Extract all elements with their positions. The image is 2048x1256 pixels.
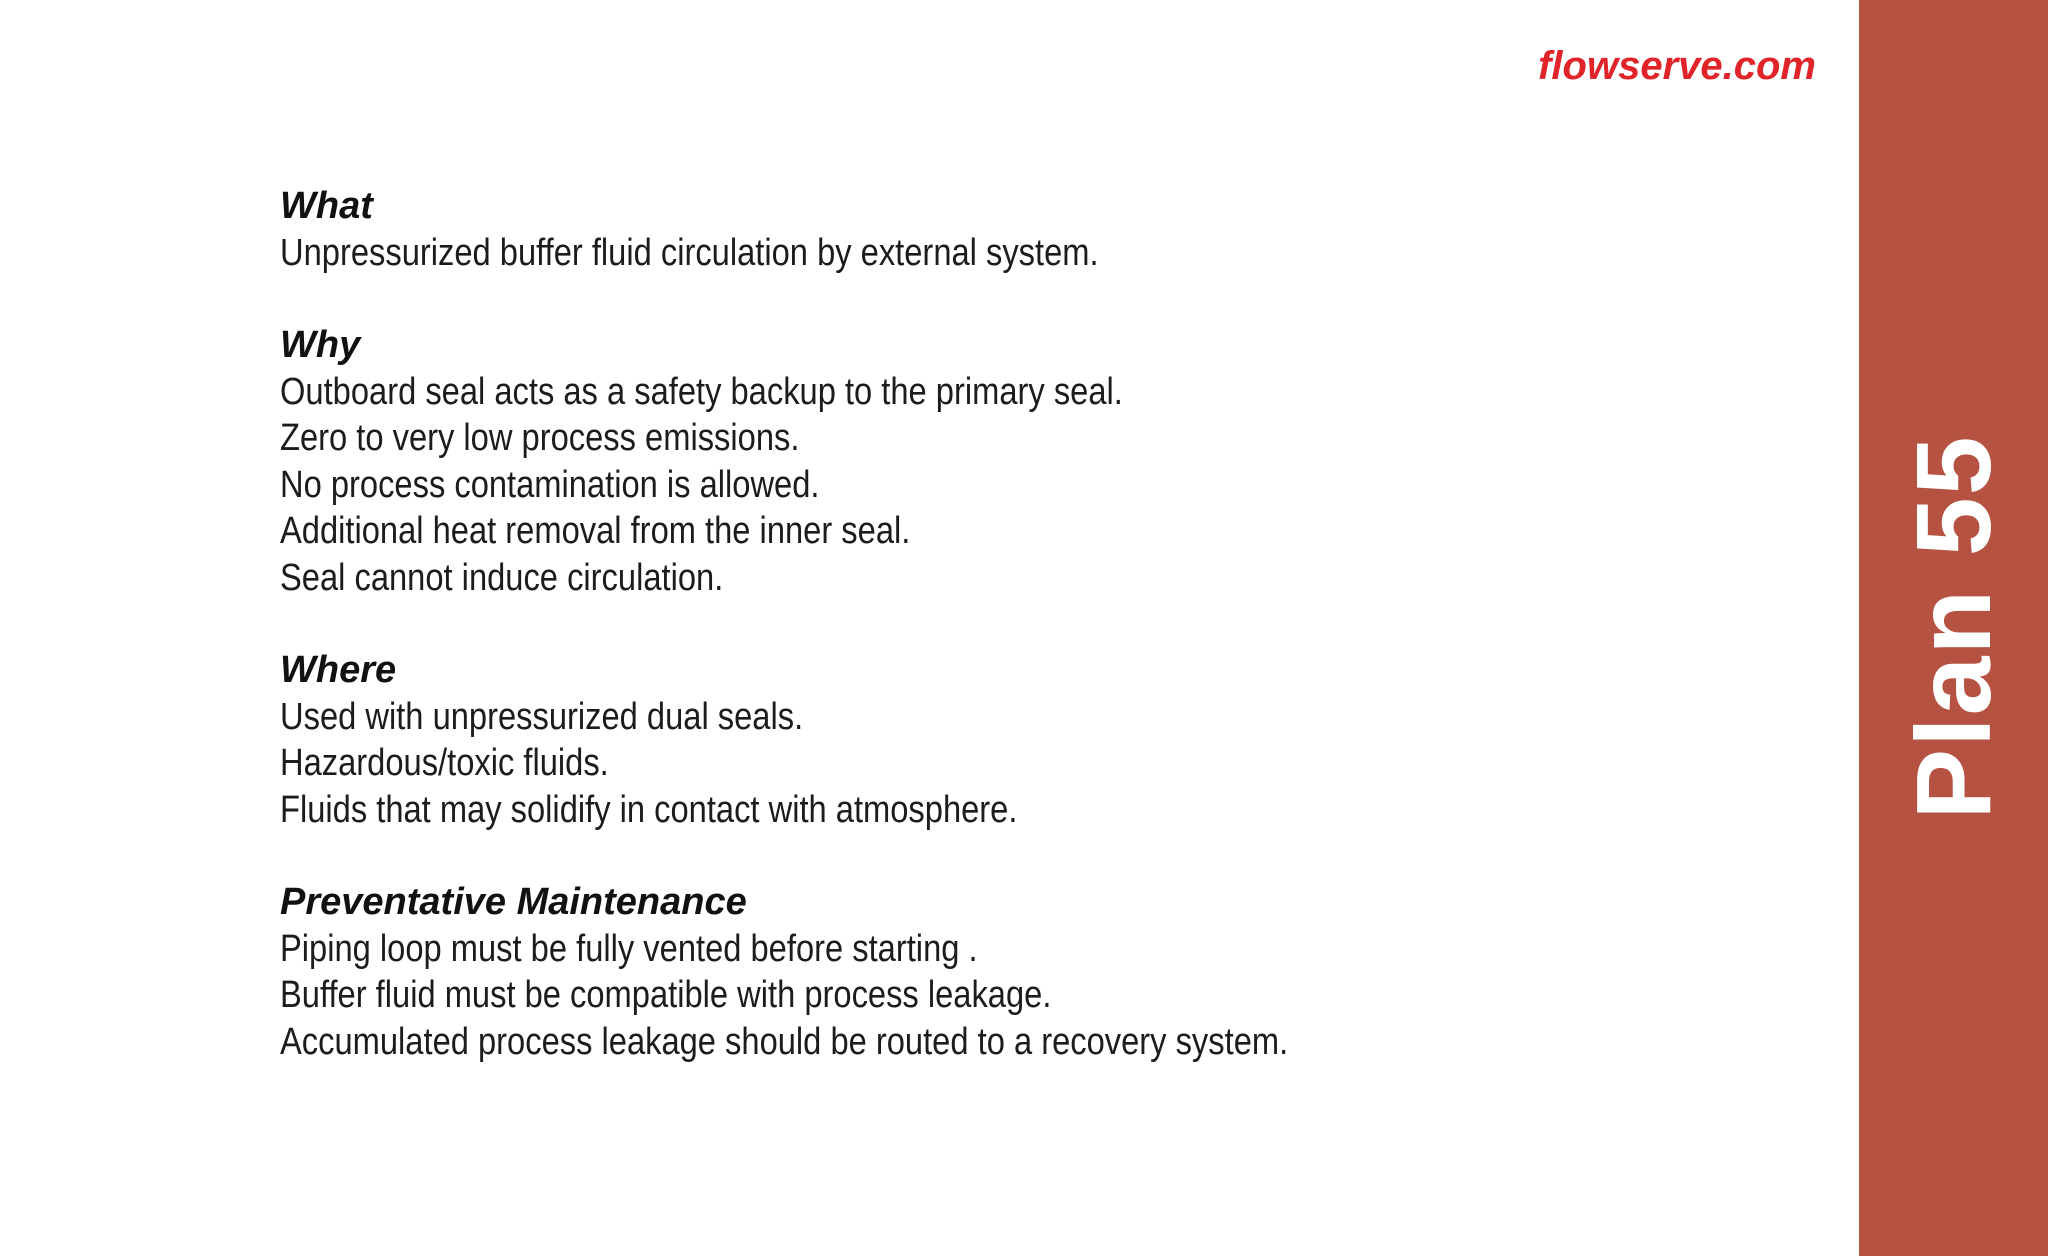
section-line: Buffer fluid must be compatible with process leakage.: [280, 974, 1052, 1016]
section-line: Fluids that may solidify in contact with atmosphere.: [280, 788, 1018, 831]
section-heading: What: [280, 185, 373, 227]
section-why: [280, 322, 1780, 601]
section-line: No process contamination is allowed.: [280, 463, 820, 506]
section-line: Seal cannot induce circulation.: [280, 556, 724, 599]
section-preventative-maintenance: [280, 879, 1780, 1065]
section-line: Zero to very low process emissions.: [280, 417, 800, 459]
section-line: Additional heat removal from the inner seal.: [280, 510, 911, 552]
section-heading: Why: [280, 324, 361, 366]
section-what: [280, 183, 1780, 276]
section-line: Piping loop must be fully vented before starting .: [280, 927, 978, 970]
section-line: Used with unpressurized dual seals.: [280, 695, 804, 738]
section-line: Outboard seal acts as a safety backup to the primary seal.: [280, 370, 1123, 413]
section-where: [280, 647, 1780, 833]
plan-title: Plan 55: [1894, 434, 2013, 820]
section-heading: Preventative Maintenance: [280, 881, 747, 923]
website-url[interactable]: flowserve.com: [1538, 44, 1816, 88]
section-line: Unpressurized buffer fluid circulation by external system.: [280, 231, 1099, 274]
section-line: Accumulated process leakage should be routed to a recovery system.: [280, 1020, 1289, 1063]
section-line: Hazardous/toxic fluids.: [280, 742, 609, 784]
section-heading: Where: [280, 649, 397, 691]
plan-description: [280, 183, 1780, 1111]
plan-sidebar: [1859, 0, 2048, 1256]
